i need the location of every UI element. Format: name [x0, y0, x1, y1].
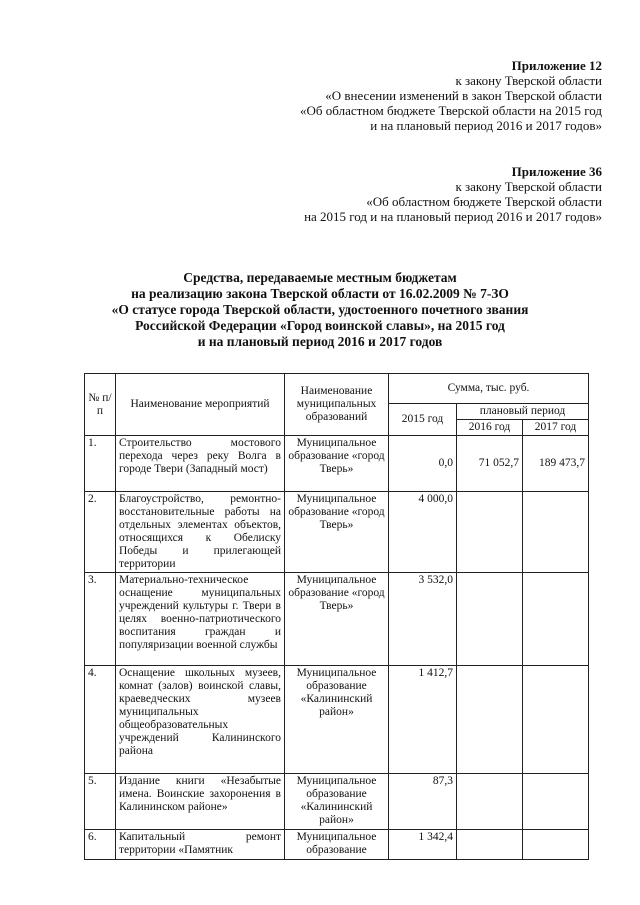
- table-row: [85, 830, 589, 860]
- row-2015: 4 000,0: [389, 492, 457, 573]
- row-num: 6.: [85, 830, 116, 860]
- row-event: Оснащение школьных музеев, комнат (залов) воинской славы, краеведческих музеев муниципальных общеобразовательных учреждений Калининского района: [116, 666, 285, 774]
- annex-12-line: «О внесении изменений в закон Тверской области: [325, 88, 602, 103]
- col-header-2017: 2017 год: [523, 420, 589, 436]
- document-title: [0, 270, 640, 350]
- annex-12-heading: Приложение 12: [511, 58, 602, 73]
- annex-12-line: к закону Тверской области: [455, 73, 602, 88]
- table-row: [85, 573, 589, 666]
- title-line: «О статусе города Тверской области, удостоенного почетного звания: [111, 302, 529, 317]
- title-line: на реализацию закона Тверской области от 16.02.2009 № 7-ЗО: [131, 286, 509, 301]
- row-2015: 1 412,7: [389, 666, 457, 774]
- col-header-event: Наименование мероприятий: [116, 374, 285, 436]
- title-line: и на плановый период 2016 и 2017 годов: [197, 334, 443, 349]
- row-2017: 189 473,7: [523, 436, 589, 492]
- row-2017: [523, 774, 589, 830]
- annex-36-line: «Об областном бюджете Тверской области: [366, 194, 602, 209]
- title-line: Средства, передаваемые местным бюджетам: [183, 270, 457, 285]
- row-2016: [457, 573, 523, 666]
- col-header-municipality: Наименование муниципальных образований: [285, 374, 389, 436]
- col-header-sum: Сумма, тыс. руб.: [389, 374, 589, 404]
- annex-36-line: к закону Тверской области: [455, 179, 602, 194]
- row-2017: [523, 573, 589, 666]
- col-header-num: № п/п: [85, 374, 116, 436]
- row-2016: [457, 830, 523, 860]
- row-event: Издание книги «Незабытые имена. Воинские захоронения в Калининском районе»: [116, 774, 285, 830]
- row-num: 3.: [85, 573, 116, 666]
- row-municipality: Муниципальное образование «Калининский район»: [285, 774, 389, 830]
- row-municipality: Муниципальное образование «город Тверь»: [285, 573, 389, 666]
- row-municipality: Муниципальное образование «Калининский район»: [285, 666, 389, 774]
- col-header-planned: плановый период: [457, 404, 589, 420]
- title-line: Российской Федерации «Город воинской славы», на 2015 год: [135, 318, 505, 333]
- row-2016: 71 052,7: [457, 436, 523, 492]
- annex-36-line: на 2015 год и на плановый период 2016 и 2017 годов»: [304, 209, 602, 224]
- row-event: Капитальный ремонт территории «Памятник: [116, 830, 285, 860]
- row-event: Строительство мостового перехода через реку Волга в городе Твери (Западный мост): [116, 436, 285, 492]
- row-2017: [523, 830, 589, 860]
- table-row: [85, 436, 589, 492]
- row-municipality: Муниципальное образование «город Тверь»: [285, 436, 389, 492]
- row-2016: [457, 774, 523, 830]
- budget-table: [84, 373, 589, 860]
- row-2015: 1 342,4: [389, 830, 457, 860]
- table-row: [85, 492, 589, 573]
- annex-36-header: [304, 164, 602, 224]
- table-row: [85, 666, 589, 774]
- row-2017: [523, 666, 589, 774]
- row-2015: 87,3: [389, 774, 457, 830]
- table-row: [85, 774, 589, 830]
- row-municipality: Муниципальное образование: [285, 830, 389, 860]
- col-header-2015: 2015 год: [389, 404, 457, 436]
- row-municipality: Муниципальное образование «город Тверь»: [285, 492, 389, 573]
- row-num: 1.: [85, 436, 116, 492]
- annex-12-line: и на плановый период 2016 и 2017 годов»: [370, 118, 602, 133]
- row-2016: [457, 492, 523, 573]
- row-2016: [457, 666, 523, 774]
- row-event: Благоустройство, ремонтно-восстановительные работы на отдельных элементах объектов, относящихся к Обелиску Победы и прилегающей территории: [116, 492, 285, 573]
- row-2015: 0,0: [389, 436, 457, 492]
- row-2017: [523, 492, 589, 573]
- annex-36-heading: Приложение 36: [511, 164, 602, 179]
- annex-12-header: [300, 58, 602, 133]
- row-num: 4.: [85, 666, 116, 774]
- row-2015: 3 532,0: [389, 573, 457, 666]
- col-header-2016: 2016 год: [457, 420, 523, 436]
- row-num: 2.: [85, 492, 116, 573]
- annex-12-line: «Об областном бюджете Тверской области на 2015 год: [300, 103, 602, 118]
- row-num: 5.: [85, 774, 116, 830]
- row-event: Материально-техническое оснащение муниципальных учреждений культуры г. Твери в целях военно-патриотического воспитания граждан и популяризации военной службы: [116, 573, 285, 666]
